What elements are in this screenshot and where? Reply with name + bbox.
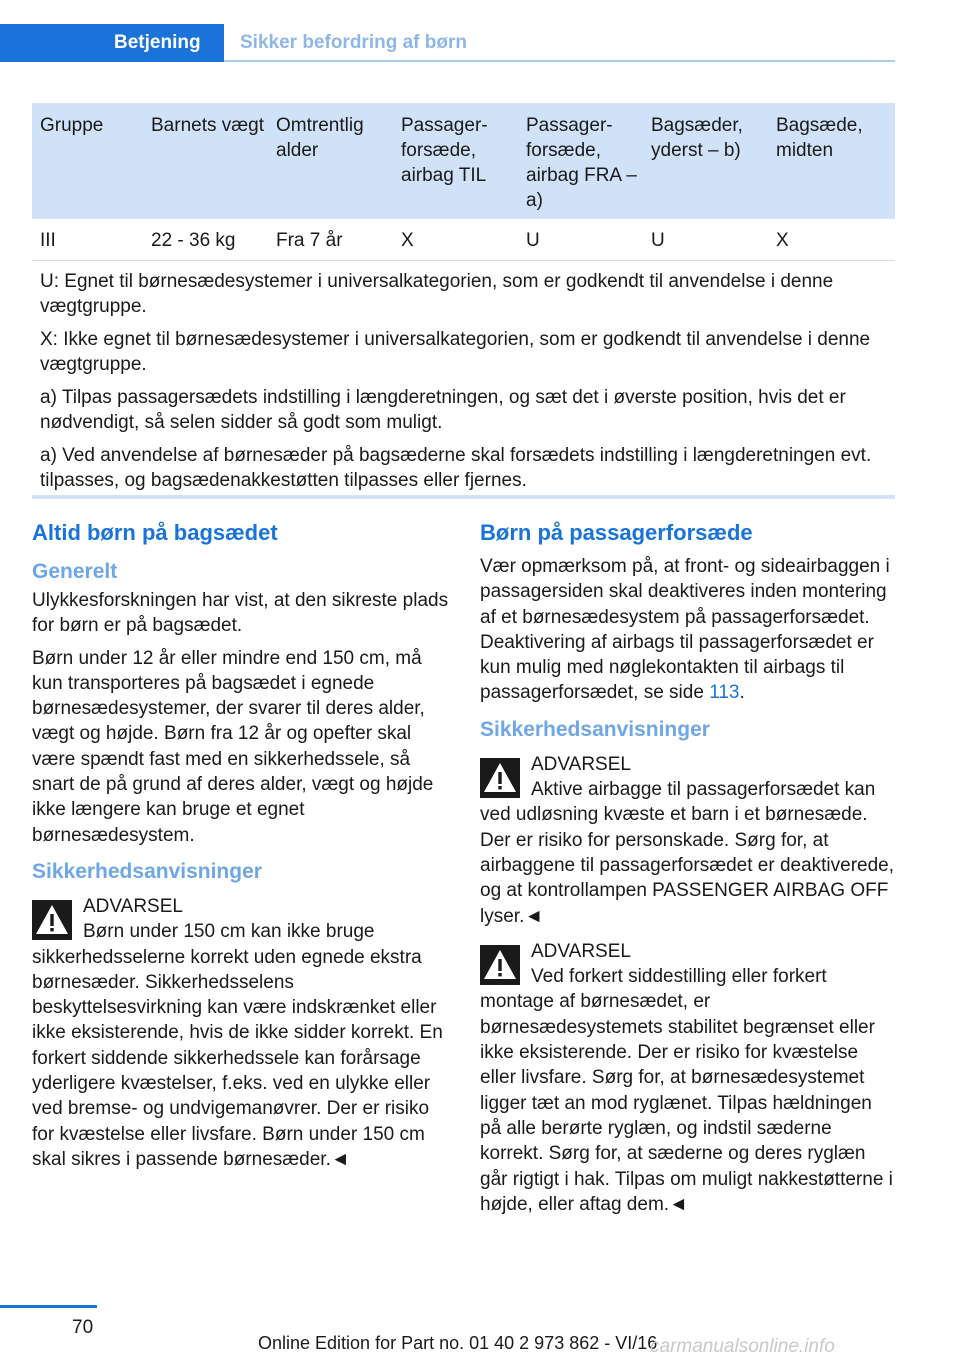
- paragraph: Ulykkesforskningen har vist, at den sikreste plads for børn er på bagsædet.: [32, 590, 449, 637]
- watermark: carmanualsonline.info: [650, 1336, 835, 1357]
- header-divider: [224, 60, 895, 62]
- table-bottom-rule: [32, 495, 895, 499]
- table-cell: X: [776, 230, 789, 251]
- table-cell: 22 - 36 kg: [151, 230, 236, 251]
- warning-title: ADVARSEL: [531, 753, 631, 775]
- warning-text: Ved forkert siddestilling eller forkert montage af børnesædet, er børnesædesystemets stabilitet begrænset eller ikke eksisterende. Der er risiko for kvæstelse eller livsfare. Sørg for, at børnesædesystemet ligger tæt an mod ryglænet. Tilpas hældningen på alle berørte ryglæn, og indstil sæderne korrekt. Sørg for, at sæderne og deres ryglæn går rigtigt i hak. Tilpas om muligt nakkestøtterne i højde, eller aftag dem.◄: [480, 966, 893, 1215]
- page-number: 70: [72, 1317, 94, 1338]
- edition-footer: Online Edition for Part no. 01 40 2 973 862 - VI/16: [258, 1333, 658, 1353]
- section-title: Børn på passagerforsæde: [480, 520, 753, 545]
- warning-block: [32, 894, 452, 1172]
- table-header-cell: Barnets vægt: [151, 115, 264, 136]
- table-header-cell: Passager-forsæde, airbag TIL: [401, 115, 488, 186]
- table-cell: III: [40, 230, 56, 251]
- table-header-row: [32, 103, 895, 219]
- table-cell: U: [526, 230, 540, 251]
- table-header-cell: Passager-forsæde, airbag FRA – a): [526, 115, 637, 211]
- subheading-safety: Sikkerhedsanvisninger: [480, 717, 710, 741]
- subheading-general: Generelt: [32, 560, 118, 583]
- subheading-safety: Sikkerhedsanvisninger: [32, 859, 262, 883]
- table-note: a) Ved anvendelse af børnesæder på bagsæderne skal forsædets indstilling i længderetningen evt. tilpasses, og bagsædenakkestøtten tilpasses eller fjernes.: [40, 445, 872, 491]
- paragraph: Børn under 12 år eller mindre end 150 cm, må kun transporteres på bagsædet i egnede børnesædesystemer, der svarer til deres alder, vægt og højde. Børn fra 12 år og opefter skal være spændt fast med en sikkerhedssele, så snart de på grund af deres alder, vægt og højde ikke længere kan bruge et egnet børnesædesystem.: [32, 647, 434, 846]
- table-cell: U: [651, 230, 665, 251]
- warning-triangle-icon: [32, 900, 72, 940]
- table-header-cell: Bagsæde, midten: [776, 115, 863, 161]
- paragraph-text: Vær opmærksom på, at front- og sideairbaggen i passagersiden skal deaktiveres inden montering af et børnesædesystem på passagerforsædet. Deaktivering af airbags til passagerforsædet er kun mulig med nøglekontakten til airbags til passagerforsædet, se side: [480, 556, 890, 704]
- paragraph: [480, 554, 895, 706]
- table-note: a) Tilpas passagersædets indstilling i længderetningen, og sæt det i øverste position, hvis det er nødvendigt, så selen sidder så godt som muligt.: [40, 387, 846, 433]
- warning-title: ADVARSEL: [83, 895, 183, 917]
- section-tab[interactable]: [0, 24, 224, 62]
- table-note: X: Ikke egnet til børnesædesystemer i universalkategorien, som er godkendt til anvendelse i denne vægtgruppe.: [40, 329, 871, 375]
- warning-text: Børn under 150 cm kan ikke bruge sikkerhedsselerne korrekt uden egnede ekstra børnesæder. Sikkerhedsselens beskyttelsesvirkning kan være indskrænket eller ikke eksisterende, hvis de ikke sidder korrekt. En forkert siddende sikkerhedssele kan forårsage yderligere kvæstelser, f.eks. ved en ulykke eller ved bremse- og undvigemanøvrer. Der er risiko for kvæstelse eller livsfare. Børn under 150 cm skal sikres i passende børnesæder.◄: [32, 921, 443, 1170]
- left-column: [32, 518, 452, 1182]
- warning-title: ADVARSEL: [531, 940, 631, 962]
- warning-triangle-icon: [480, 758, 520, 798]
- table-cell: X: [401, 230, 414, 251]
- warning-block: [480, 752, 895, 929]
- warning-block: [480, 939, 895, 1217]
- table-cell: Fra 7 år: [276, 230, 343, 251]
- table-header-cell: Bagsæder, yderst – b): [651, 115, 743, 161]
- table-header-cell: Gruppe: [40, 115, 104, 136]
- paragraph-end: .: [739, 682, 745, 704]
- warning-triangle-icon: [480, 945, 520, 985]
- section-tab-label: Betjening: [114, 32, 201, 53]
- table-header-cell: Omtrentlig alder: [276, 115, 364, 161]
- right-column: [480, 518, 895, 1227]
- child-seat-table: [32, 103, 895, 501]
- breadcrumb[interactable]: Sikker befordring af børn: [240, 32, 467, 53]
- footer-rule: [0, 1305, 97, 1308]
- section-title: Altid børn på bagsædet: [32, 520, 278, 545]
- table-row: [32, 219, 895, 261]
- page-link[interactable]: 113: [709, 682, 740, 704]
- table-notes: [32, 261, 895, 493]
- table-note: U: Egnet til børnesædesystemer i universalkategorien, som er godkendt til anvendelse i denne vægtgruppe.: [40, 271, 834, 317]
- warning-text: Aktive airbagge til passagerforsædet kan ved udløsning kvæste et barn i et børnesæde. Der er risiko for personskade. Sørg for, at airbaggene til passagerforsædet er deaktiverede, og at kontrollampen PASSENGER AIRBAG OFF lyser.◄: [480, 779, 895, 927]
